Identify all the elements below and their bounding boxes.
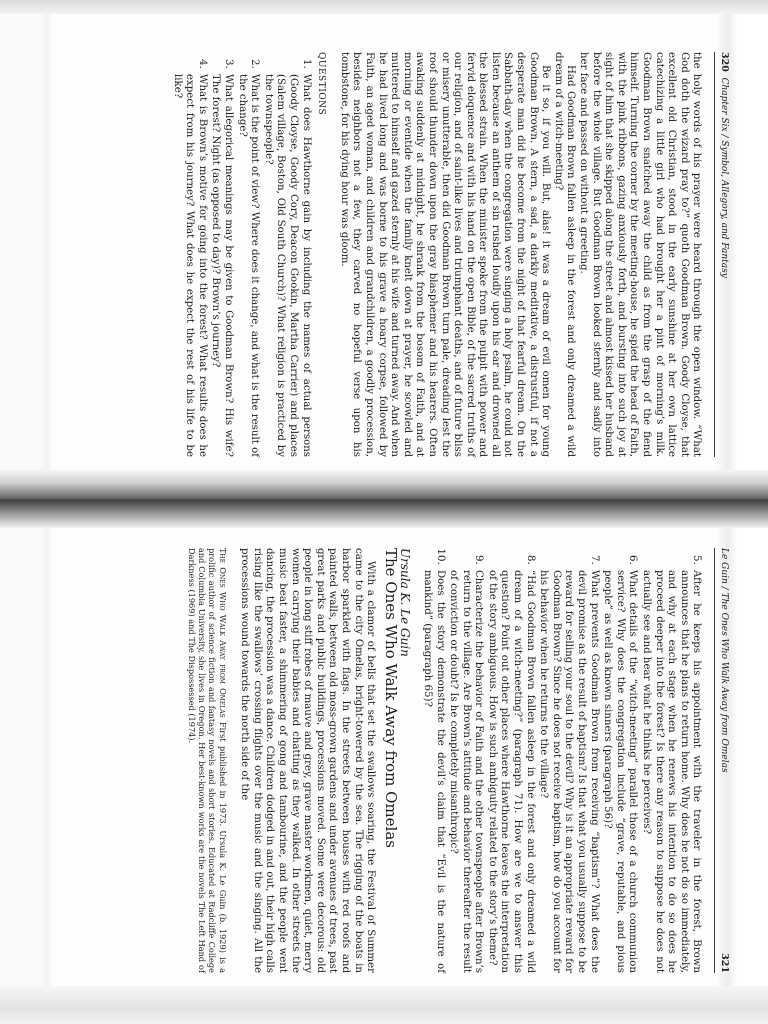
- page-320: [82, 52, 730, 457]
- story-author: Ursula K. Le Guin: [398, 548, 413, 657]
- bio-text: First published in 1973. Ursula K. Le Guin (b. 1929) is a prolific author of science fiction and fantasy novels and short stories. Educated at Radcliffe College and Columbia University, she lives in Oregon. Her best-known works are the novels The Left Hand of Darkness (1969) and The Dispossessed (1974).: [187, 548, 228, 973]
- question-item: 10. Does the story demonstrate the devil’s claim that “Evil is the nature of mankind” (paragraph 65)?: [420, 568, 445, 973]
- question-item: 5. After he keeps his appointment with the traveler in the forest, Brown announces that he plans to return home. Why does he not do so immediately, and why at each stage when he renews his intention to do so does he proceed deeper into the forest? Is there any reason to suppose he does not actually see and hear what he thinks he perceives?: [639, 568, 702, 973]
- body-paragraph: the holy words of his prayer were heard through the open window. “What God doth the wizard pray to?” quoth Goodman Brown. Goody Cloyse, that excellent old Christian, stood in the early sunshine at her own lattice catechizing a little girl who had brought her a pint of morning’s milk. Goodman Brown snatched away the child as from the grasp of the fiend himself. Turning the corner by the meeting-house, he spied the head of Faith, with the pink ribbons, gazing anxiously forth, and bursting into such joy at sight of him that she skipped along the street and almost kissed her husband before the whole village. But Goodman Brown looked sternly and sadly into her face and passed on without a greeting.: [578, 52, 703, 457]
- questions-heading: QUESTIONS: [316, 52, 327, 116]
- page-number: 321: [719, 953, 730, 973]
- question-item: 9. Characterize the behavior of Faith and the other townspeople after Brown’s return to the village. Are Brown’s attitude and behavior thereafter the result of conviction or doubt? Is he completely misanthropic?: [447, 568, 485, 973]
- question-item: 3. What allegorical meanings may be given to Goodman Brown? His wife? The forest? Night (as opposed to day)? Brown’s journey?: [209, 72, 234, 457]
- question-item: 7. What prevents Goodman Brown from receiving “baptism”? What does the devil promise as the result of baptism? Is that what you usually suppose to be reward for selling your soul to the devil? Why is it an appropriate reward for Goodman Brown? Since he does not receive baptism, how do you account for his behavior when he returns to the village?: [537, 568, 600, 973]
- body-paragraph: Be it so, if you will. But, alas! it was a dream of evil omen for young Goodman Brown. A stern, a sad, a darkly meditative, a distrustful, if not a desperate man did he become from the night of that fearful dream. On the Sabbath-day when the congregation were singing a holy psalm, he could not listen because an anthem of sin rushed loudly upon his ear and drowned all the blessed strain. When the minister spoke from the pulpit with power and fervid eloquence and with his hand on the open Bible, of the sacred truths of our religion, and of saint-like lives and triumphant deaths, and of future bliss or misery unutterable, then did Goodman Brown turn pale, dreading lest the roof should thunder down upon the gray blasphemer and his hearers. Often awaking suddenly at midnight, he shrank from the bosom of Faith, and at morning or eventide when the family knelt down at prayer, he scowled and muttered to himself and gazed sternly at his wife and turned away. And when he had lived long and was borne to his grave a hoary corpse, followed by Faith, an aged woman, and children and grandchildren, a goodly procession, besides neighbors not a few, they carved no hopeful verse upon his tombstone, for his dying hour was gloom.: [338, 52, 552, 457]
- questions-list-continued: [420, 548, 702, 973]
- bio-title: The Ones Who Walk Away from Omelas: [217, 548, 228, 718]
- story-title: The Ones Who Walk Away from Omelas: [381, 548, 400, 848]
- questions-list: [170, 52, 312, 457]
- running-head-title: Chapter Six / Symbol, Allegory, and Fantasy: [719, 77, 729, 278]
- author-bio-footnote: [187, 548, 228, 973]
- page-number: 320: [719, 52, 730, 72]
- story-paragraph: With a clamor of bells that set the swallows soaring, the Festival of Summer came to the city Omelas, bright-towered by the sea. The rigging of the boats in harbor sparkled with flags. In the streets between houses with red roofs and painted walls, between old moss-grown gardens and under avenues of trees, past great parks and public buildings, processions moved. Some were decorous: old people in long stiff robes of mauve and grey, grave master workmen, quiet, merry women carrying their babies and chatting as they walked. In other streets the music beat faster, a shimmering of gong and tambourine, and the people went dancing, the procession was a dance. Children dodged in and out, their high calls rising like the swallows’ crossing flights over the music and the singing. All the processions wound towards the north side of the: [239, 548, 377, 973]
- question-item: 4. What is Brown’s motive for going into the forest? What results does he expect from his journey? What does he expect the rest of his life to be like?: [170, 72, 208, 457]
- running-head: [714, 52, 730, 457]
- scan-top-edge: [0, 0, 768, 14]
- running-head: [714, 548, 730, 973]
- question-item: 2. What is the point of view? Where does it change, and what is the result of the change?: [235, 72, 260, 457]
- question-item: 6. What details of the “witch-meeting” parallel those of a church communion service? Why does the congregation include “grave, reputable, and pious people” as well as known sinners (paragraph 56)?: [601, 568, 639, 973]
- page-321: [82, 548, 730, 973]
- question-item: 8. “Had Goodman Brown fallen asleep in the forest and only dreamed a wild dream of a witch-meeting?” (paragraph 71). How are we to answer this question? Point out other places where Hawthorne leaves the interpretation of the story ambiguous. How is such ambiguity related to the story’s theme?: [485, 568, 535, 973]
- book-gutter-shadow: [0, 470, 768, 528]
- scan-bottom-edge: [0, 986, 768, 1024]
- question-item: 1. What does Hawthorne gain by including the names of actual persons (Goody Cloyse, Goody Cory, Deacon Gookin, Martha Carrier) and places (Salem village, Boston, Old South Church)? What religion is practiced by the townspeople?: [261, 72, 311, 457]
- running-head-title: Le Guin / The Ones Who Walk Away from Omelas: [719, 548, 729, 773]
- body-paragraph: Had Goodman Brown fallen asleep in the forest and only dreamed a wild dream of a witch-meeting?: [552, 52, 577, 457]
